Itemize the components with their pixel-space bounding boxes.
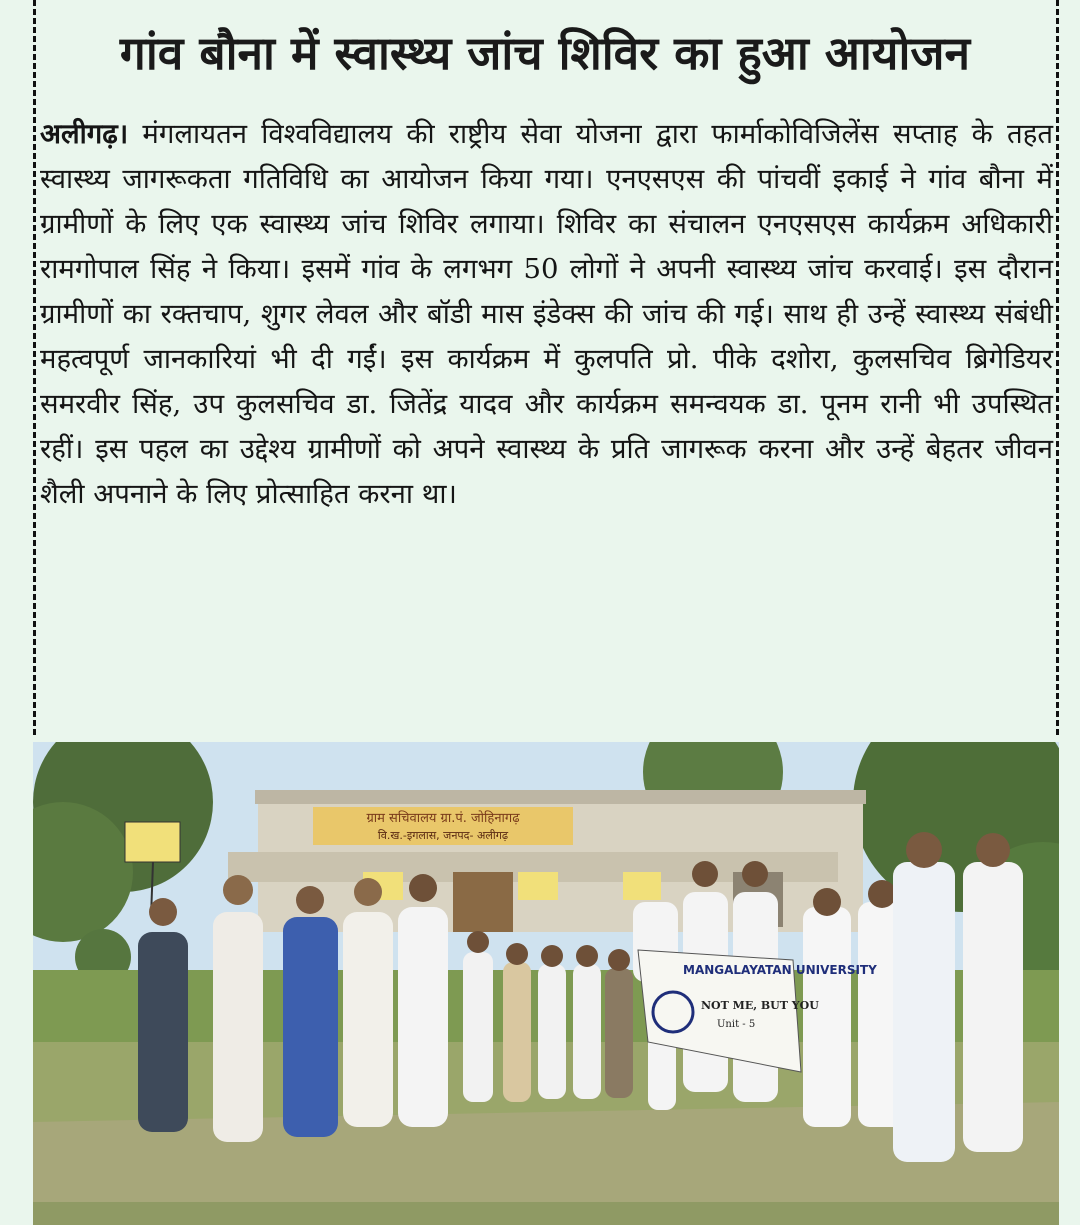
right-dashed-border [1056, 0, 1059, 735]
building-sign-line1: ग्राम सचिवालय ग्रा.पं. जोहिनागढ़ [366, 811, 520, 826]
article-body [40, 112, 1053, 517]
banner-title: MANGALAYATAN UNIVERSITY [683, 963, 877, 977]
group-photo-illustration [33, 742, 1059, 1225]
headline: गांव बौना में स्वास्थ्य जांच शिविर का हुआ आयोजन [119, 26, 971, 80]
banner-slogan: NOT ME, BUT YOU [701, 999, 819, 1012]
banner-unit: Unit - 5 [717, 1019, 756, 1030]
left-dashed-border [33, 0, 36, 735]
article-text: मंगलायतन विश्वविद्यालय की राष्ट्रीय सेवा योजना द्वारा फार्माकोविजिलेंस सप्ताह के तहत स्वास्थ्य जागरूकता गतिविधि का आयोजन किया गया। एनएसएस की पांचवीं इकाई ने गांव बौना में ग्रामीणों के लिए एक स्वास्थ्य जांच शिविर लगाया। शिविर का संचालन एनएसएस कार्यक्रम अधिकारी रामगोपाल सिंह ने किया। इसमें गांव के लगभग 50 लोगों ने अपनी स्वास्थ्य जांच करवाई। इस दौरान ग्रामीणों का रक्तचाप, शुगर लेवल और बॉडी मास इंडेक्स की जांच की गई। साथ ही उन्हें स्वास्थ्य संबंधी महत्वपूर्ण जानकारियां भी दी गईं। इस कार्यक्रम में कुलपति प्रो. पीके दशोरा, कुलसचिव ब्रिगेडियर समरवीर सिंह, उप कुलसचिव डा. जितेंद्र यादव और कार्यक्रम समन्वयक डा. पूनम रानी भी उपस्थित रहीं। इस पहल का उद्देश्य ग्रामीणों को अपने स्वास्थ्य के प्रति जागरूक करना और उन्हें बेहतर जीवन शैली अपनाने के लिए प्रोत्साहित करना था। [40, 118, 1053, 510]
event-photo [33, 742, 1059, 1225]
dateline: अलीगढ़। [40, 118, 129, 150]
building-sign-line2: वि.ख.-इगलास, जनपद- अलीगढ़ [377, 829, 509, 842]
